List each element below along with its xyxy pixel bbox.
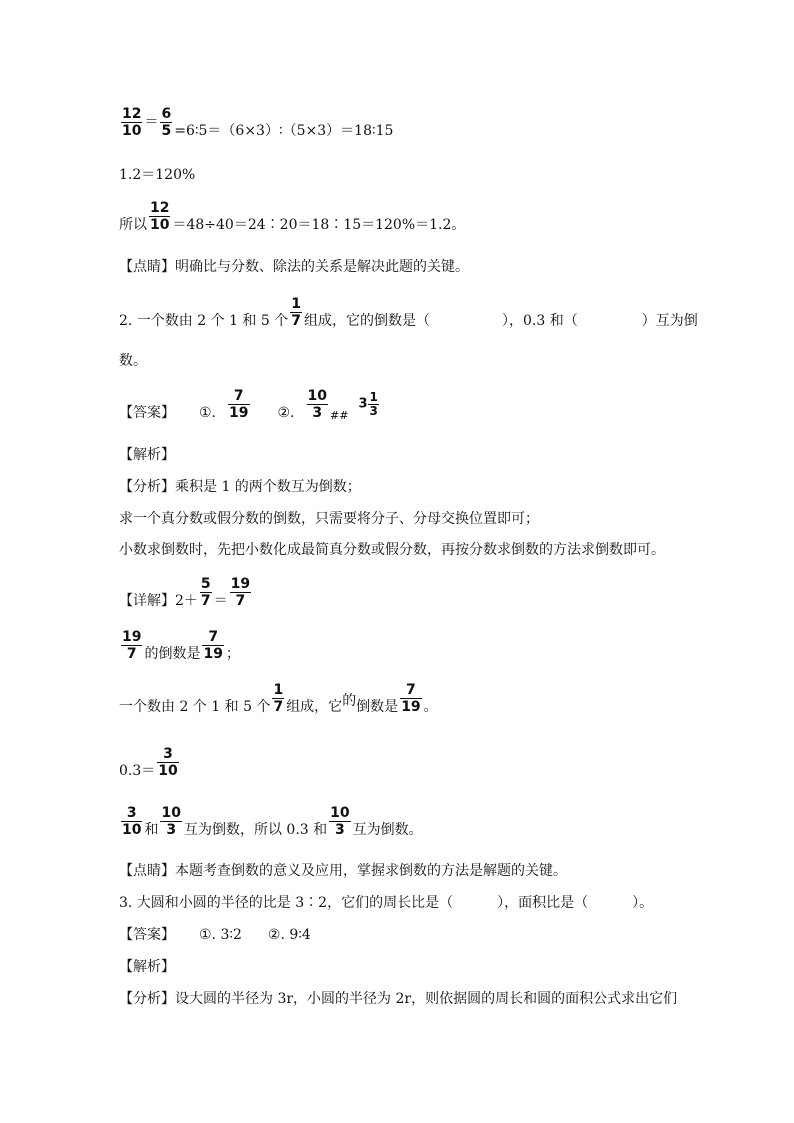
fraction: $\frac{19}{7}$ — [122, 629, 142, 662]
xiangjie-line-5 — [119, 805, 423, 838]
conclusion-line — [119, 200, 465, 233]
fenxi-2-line-1: 【分析】乘积是 1 的两个数互为倒数； — [119, 479, 361, 495]
fraction: $\frac{6}{5}$ — [161, 106, 172, 139]
fraction: $\frac{7}{19}$ — [229, 388, 249, 421]
answer-3 — [119, 926, 311, 944]
text: 组成，它 — [286, 698, 343, 715]
dianjing-2: 【点睛】本题考查倒数的意义及应用，掌握求倒数的方法是解题的关键。 — [119, 863, 567, 879]
text: 3. 大圆和小圆的半径的比是 3∶2，它们的周长比是（ — [119, 895, 454, 911]
text: 【详解】2＋ — [119, 592, 198, 609]
fraction: $\frac{12}{10}$ — [150, 200, 170, 233]
mixed-number: 3 $\frac{1}{3}$ — [358, 390, 378, 418]
percent-line: 1.2＝120% — [119, 167, 196, 183]
answer-2 — [119, 388, 379, 421]
text: 2. 一个数由 2 个 1 和 5 个 — [119, 312, 289, 329]
answer-label: 【答案】 — [119, 404, 175, 421]
question-2 — [119, 296, 698, 329]
choice-marker: ①. — [199, 404, 217, 421]
text: ），面积比是（ — [497, 895, 589, 911]
equals-sign: ＝ — [144, 114, 159, 131]
text: 倒数是 — [356, 698, 399, 715]
ratio-equation-line — [119, 106, 393, 139]
text: 互为倒数，所以 0.3 和 — [183, 821, 328, 838]
answer-choice: ②. 9∶4 — [267, 927, 311, 943]
xiangjie-line-1 — [119, 576, 253, 609]
text: 组成，它的倒数是（ — [303, 312, 430, 329]
text: 0.3＝ — [119, 762, 156, 779]
fraction: $\frac{7}{19}$ — [203, 629, 223, 662]
fraction: $\frac{3}{10}$ — [158, 746, 178, 779]
fraction: $\frac{3}{10}$ — [122, 805, 142, 838]
xiangjie-line-2 — [119, 629, 240, 662]
text: 的倒数是 — [144, 645, 201, 662]
answer-label: 【答案】 — [119, 927, 175, 943]
fraction: $\frac{1}{7}$ — [273, 682, 284, 715]
equation-text: =6∶5＝（6×3）∶（5×3）＝18∶15 — [174, 122, 394, 139]
fraction: $\frac{10}{3}$ — [161, 805, 181, 838]
question-2-cont: 数。 — [119, 353, 147, 369]
jiexi-2: 【解析】 — [119, 447, 175, 463]
text: ； — [225, 645, 240, 662]
fraction: $\frac{10}{3}$ — [307, 388, 327, 421]
text: 。 — [423, 698, 438, 715]
text: 互为倒数。 — [352, 821, 423, 838]
separator: ## — [330, 408, 349, 422]
fenxi-2-line-3: 小数求倒数时，先把小数化成最简真分数或假分数，再按分数求倒数的方法求倒数即可。 — [119, 542, 665, 558]
jiexi-3: 【解析】 — [119, 959, 175, 975]
fenxi-2-line-2: 求一个真分数或假分数的倒数，只需要将分子、分母交换位置即可； — [119, 511, 539, 527]
xiangjie-line-4 — [119, 746, 181, 779]
text: ），0.3 和（ — [501, 312, 578, 329]
text: 所以 — [119, 216, 147, 233]
fenxi-3: 【分析】设大圆的半径为 3r，小圆的半径为 2r，则依据圆的周长和圆的面积公式求出它们 — [119, 991, 678, 1007]
fraction: $\frac{19}{7}$ — [230, 576, 251, 609]
fraction: $\frac{1}{7}$ — [291, 296, 301, 329]
text: ）。 — [632, 895, 654, 911]
text: ）互为倒 — [641, 312, 698, 329]
equals-sign: ＝ — [213, 592, 228, 609]
choice-marker: ②. — [277, 404, 295, 421]
question-3 — [119, 894, 653, 912]
fraction: $\frac{7}{19}$ — [401, 682, 421, 715]
text: 一个数由 2 个 1 和 5 个 — [119, 698, 271, 715]
fraction: $\frac{10}{3}$ — [330, 805, 350, 838]
text: 的 — [342, 692, 357, 709]
text: 和 — [144, 821, 159, 838]
answer-choice: ①. 3∶2 — [199, 927, 242, 943]
xiangjie-line-3 — [119, 682, 438, 715]
fraction: $\frac{12}{10}$ — [122, 106, 142, 139]
dianjing-1: 【点睛】明确比与分数、除法的关系是解决此题的关键。 — [119, 259, 469, 275]
fraction: $\frac{5}{7}$ — [200, 576, 211, 609]
text: ＝48÷40＝24∶20＝18∶15＝120%＝1.2。 — [172, 216, 466, 233]
